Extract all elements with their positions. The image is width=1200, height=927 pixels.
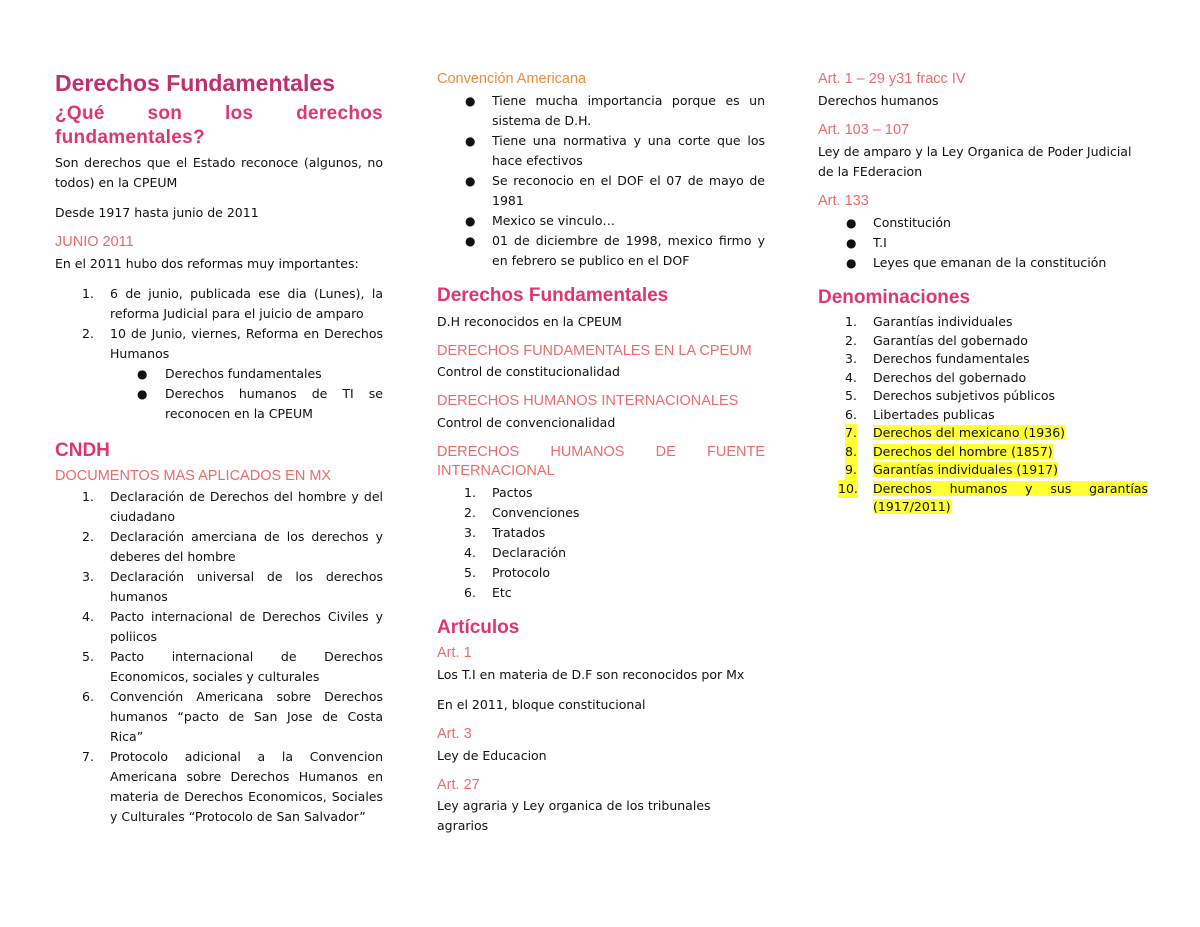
denom-text: Libertades publicas [873,406,995,422]
df-text: D.H reconocidos en la CPEUM [437,313,622,329]
art103-heading: Art. 103 – 107 [818,121,910,138]
documentos-list [55,487,383,827]
denom-text: Derechos del mexicano (1936) [873,425,1066,441]
denom-text: Derechos humanos y sus garantías (1917/2011) [873,480,1148,515]
intro-text: Son derechos que el Estado reconoce (algunos, no todos) en la CPEUM [55,154,383,190]
bullet-icon: ● [465,173,476,188]
bullet-icon: ● [846,255,857,270]
dhfi-heading: DERECHOS HUMANOS DE FUENTE INTERNACIONAL [437,444,765,480]
bullet-icon: ● [137,366,148,381]
denom-text: Garantías del gobernado [873,332,1028,348]
art27-text: Ley agraria y Ley organica de los tribunales agrarios [437,798,711,834]
list-item: 1. Pactos [464,485,533,501]
bullet-icon: ● [465,133,476,148]
list-item: ● Leyes que emanan de la constitución [818,253,1148,273]
list-item: 3. Tratados [464,525,546,541]
dhi-heading: DERECHOS HUMANOS INTERNACIONALES [437,393,739,410]
list-item: ● Tiene mucha importancia porque es un sistema de D.H. [465,92,765,128]
list-item: ● Se reconocio en el DOF el 07 de mayo de 1981 [465,172,765,208]
articulos-heading: Artículos [437,617,520,639]
df-heading: Derechos Fundamentales [437,284,669,306]
list-item: 3. Declaración universal de los derechos humanos [82,569,383,605]
list-item: 2. Garantías del gobernado [845,332,1028,348]
art133-heading: Art. 133 [818,192,869,209]
list-item: ● Derechos humanos de TI se reconocen en la CPEUM [137,385,383,421]
list-item: 6. Etc [464,585,512,601]
documentos-heading: DOCUMENTOS MAS APLICADOS EN MX [55,467,332,484]
column-right [818,70,1148,517]
denom-text: Derechos subjetivos públicos [873,388,1056,404]
since-text: Desde 1917 hasta junio de 2011 [55,204,259,220]
junio-text: En el 2011 hubo dos reformas muy importantes: [55,255,359,271]
denom-text: Derechos del hombre (1857) [873,443,1053,459]
list-item: 2. Declaración amerciana de los derechos y deberes del hombre [82,529,383,565]
art103-text: Ley de amparo y la Ley Organica de Poder Judicial de la FEderacion [818,143,1132,179]
bullet-icon: ● [465,213,476,228]
list-item: 4. Derechos del gobernado [845,369,1027,385]
bullet-icon: ● [465,233,476,248]
bullet-icon: ● [846,215,857,230]
list-item: 2. 10 de Junio, viernes, Reforma en Derechos Humanos [82,325,383,361]
art3-text: Ley de Educacion [437,747,547,763]
list-item: 1. Declaración de Derechos del hombre y del ciudadano [82,489,383,525]
list-item: 1. Garantías individuales [845,314,1013,330]
art129-text: Derechos humanos [818,92,939,108]
denom-text: Garantías individuales (1917) [873,462,1058,478]
art1-heading: Art. 1 [437,644,472,661]
dfcpeum-heading: DERECHOS FUNDAMENTALES EN LA CPEUM [437,342,752,359]
column-middle [437,70,765,836]
list-item: ● 01 de diciembre de 1998, mexico firmo y en febrero se publico en el DOF [465,232,765,268]
page-title: Derechos Fundamentales [55,70,335,96]
junio-heading: JUNIO 2011 [55,233,134,250]
cndh-heading: CNDH [55,439,110,461]
list-item: 3. Derechos fundamentales [845,351,1030,367]
art1-text1: Los T.I en materia de D.F son reconocidos por Mx [437,666,745,682]
denom-text: Garantías individuales [873,314,1013,330]
denom-text: Derechos del gobernado [873,369,1027,385]
art133-bullets [818,213,1148,273]
list-item: 6. Convención Americana sobre Derechos humanos “pacto de San Jose de Costa Rica” [82,689,383,745]
list-item: 5. Protocolo [464,565,551,581]
denom-text: Derechos fundamentales [873,351,1030,367]
list-item: 8. Derechos del hombre (1857) [818,443,1148,462]
dhi-text: Control de convencionalidad [437,415,616,431]
list-item: 5. Derechos subjetivos públicos [845,388,1056,404]
list-item: ● Derechos fundamentales [55,364,383,384]
list-item: 4. Pacto internacional de Derechos Civiles y poliicos [82,609,383,645]
art27-heading: Art. 27 [437,776,480,793]
bullet-icon: ● [846,235,857,250]
list-item: 6. Libertades publicas [845,406,995,422]
list-item: 1. 6 de junio, publicada ese dia (Lunes), la reforma Judicial para el juicio de amparo [82,285,383,321]
denominaciones-heading: Denominaciones [818,286,971,308]
art129-heading: Art. 1 – 29 y31 fracc IV [818,71,966,87]
dfcpeum-text: Control de constitucionalidad [437,364,620,380]
convencion-heading: Convención Americana [437,71,587,87]
art3-heading: Art. 3 [437,725,472,742]
dhfi-list [437,483,765,603]
art1-text2: En el 2011, bloque constitucional [437,696,646,712]
bullet-icon: ● [137,386,148,401]
list-item: 9. Garantías individuales (1917) [818,461,1148,480]
column-left [55,70,383,827]
reforma-bullets [55,364,383,424]
list-item: 7. Derechos del mexicano (1936) [818,424,1148,443]
question-heading-line2: fundamentales? [55,127,205,149]
list-item: 7. Protocolo adicional a la Convencion Americana sobre Derechos Humanos en materia de Derechos Economicos, Sociales y Culturales “Protocolo de San Salvador” [82,749,383,825]
convencion-bullets [437,91,765,271]
list-item: ● Tiene una normativa y una corte que los hace efectivos [465,132,765,168]
denominaciones-list [818,313,1148,517]
reformas-list [55,284,383,364]
list-item: 5. Pacto internacional de Derechos Economicos, sociales y culturales [82,649,383,685]
bullet-icon: ● [465,93,476,108]
list-item: 10. Derechos humanos y sus garantías (1917/2011) [838,480,1148,515]
question-heading-line1: ¿Qué son los derechos [55,102,383,124]
list-item: 2. Convenciones [464,505,580,521]
list-item: ● T.I [818,233,1148,253]
list-item: 4. Declaración [464,545,567,561]
list-item: ● Mexico se vinculo… [437,211,765,231]
list-item: ● Constitución [818,213,1148,233]
